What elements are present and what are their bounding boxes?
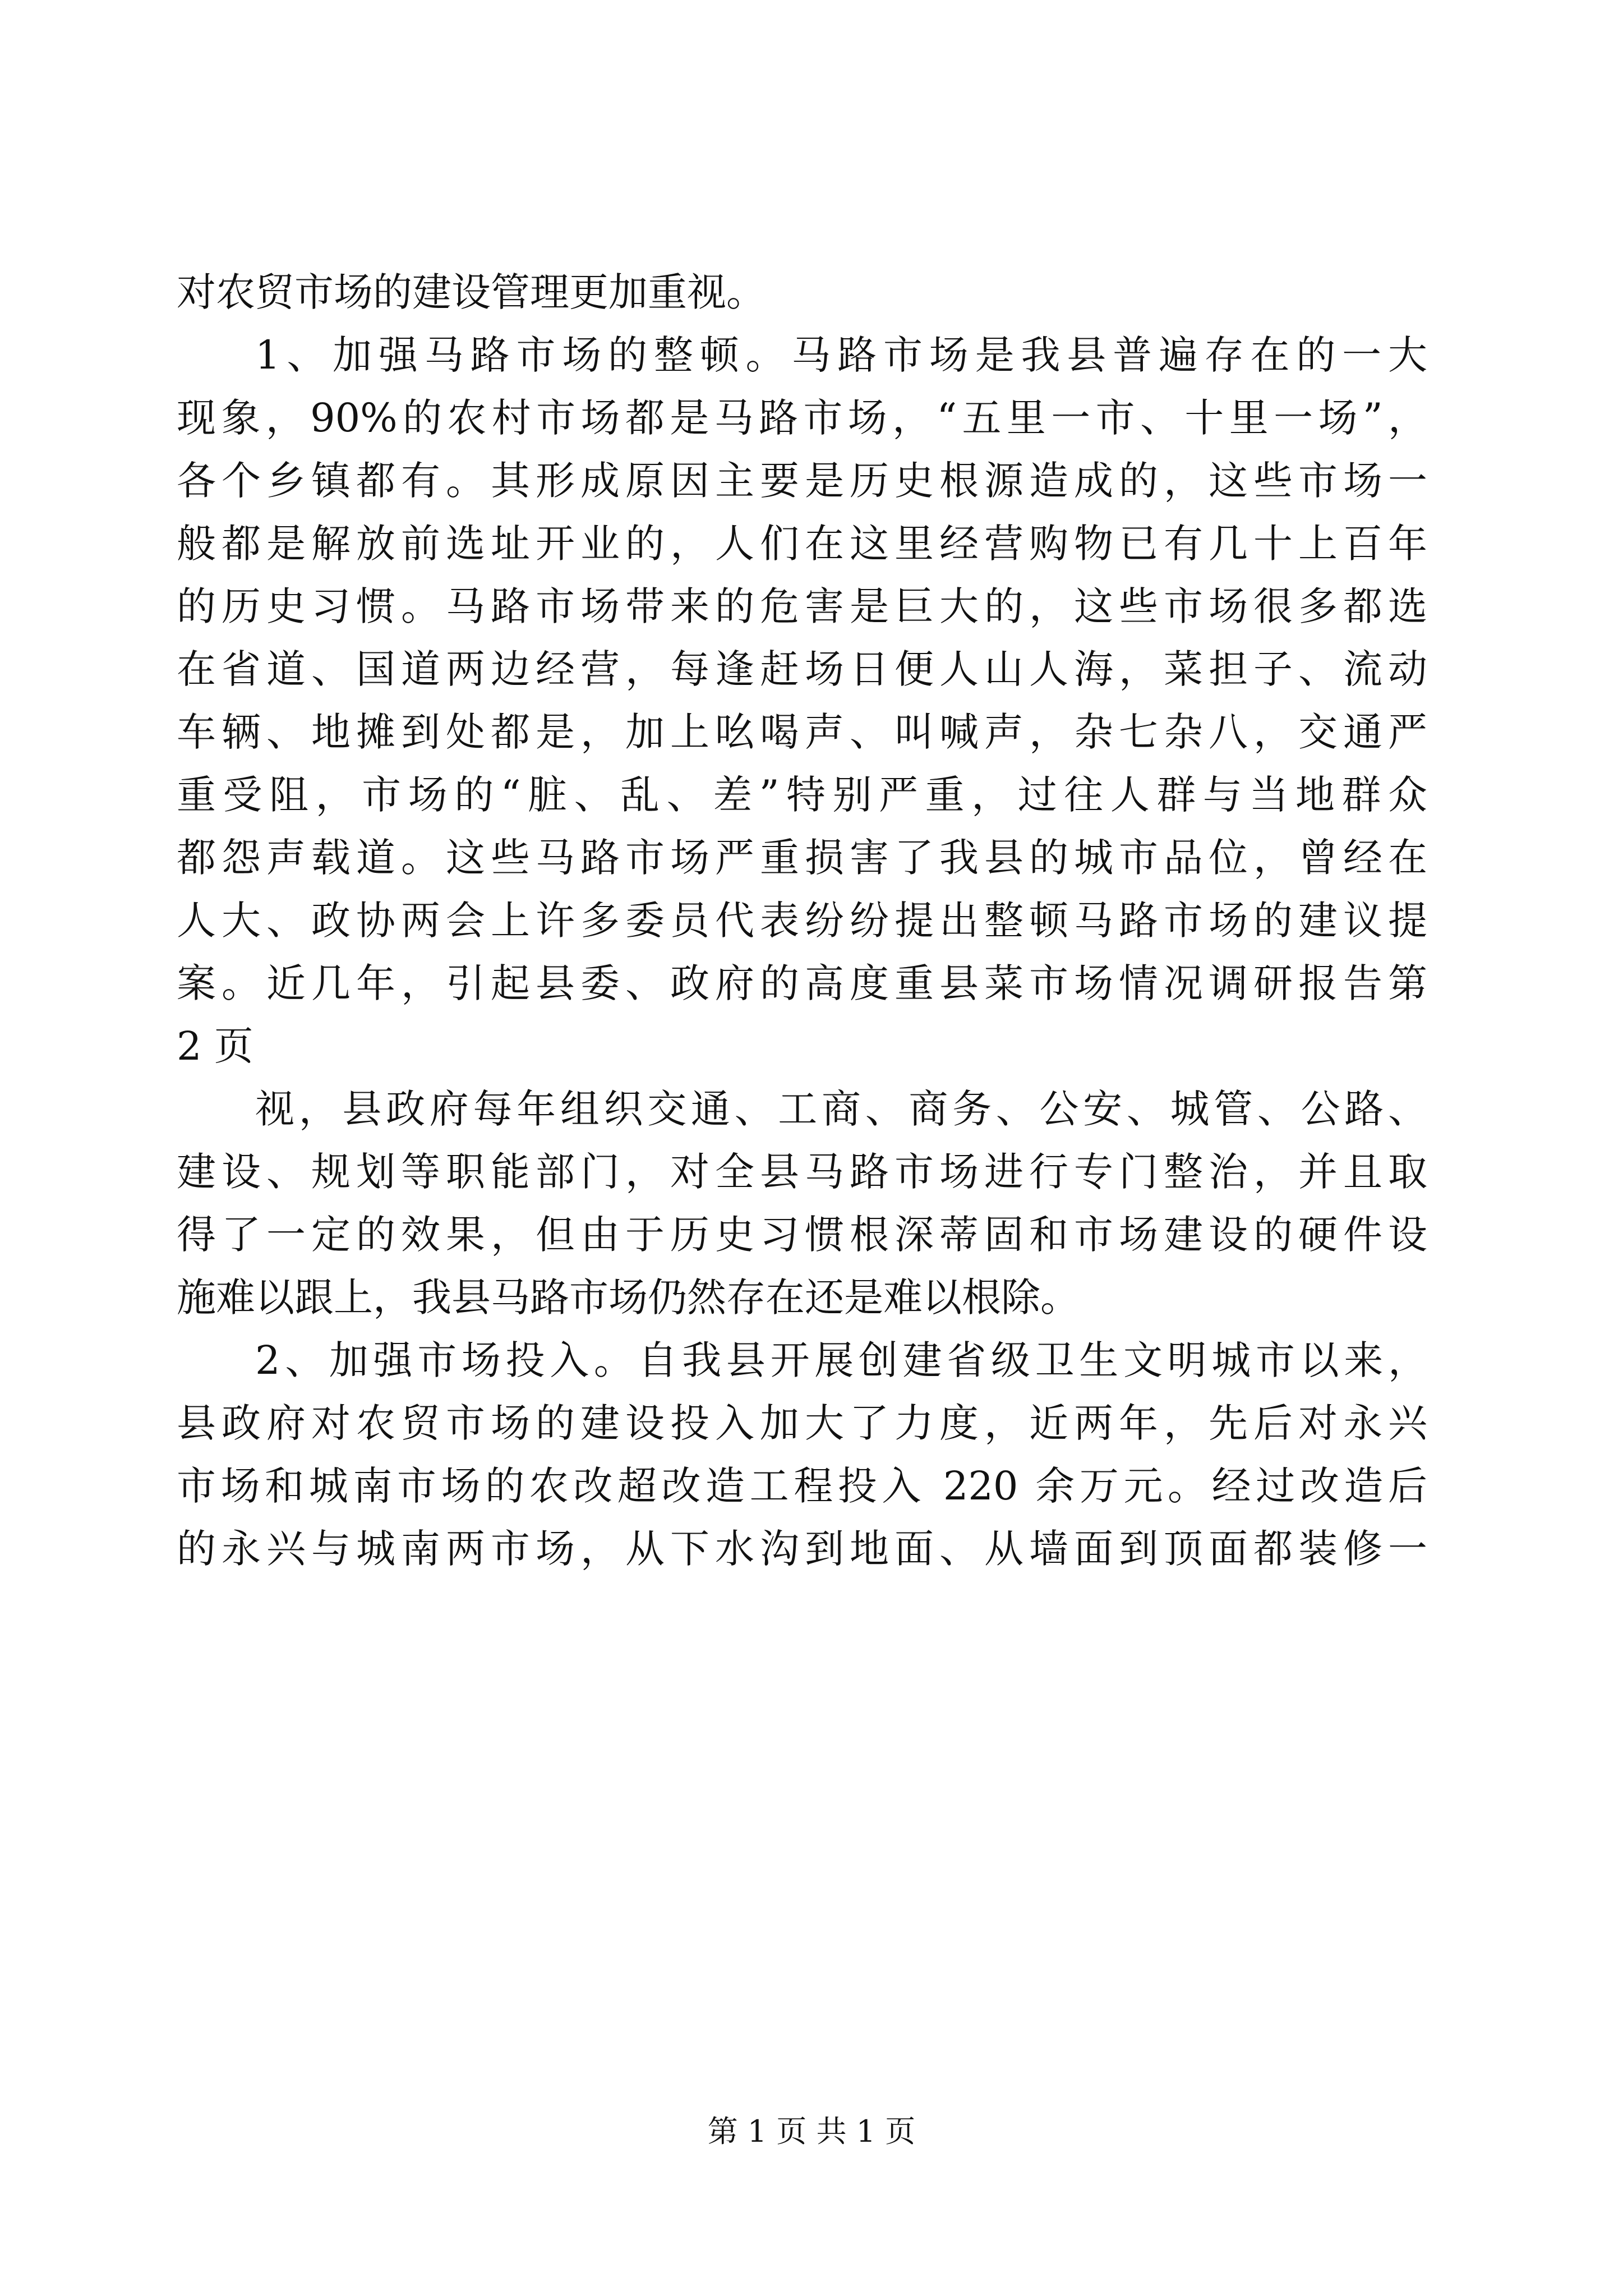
text-line: 市场和城南市场的农改超改造工程投入 220 余万元。经过改造后 [177,1463,1427,1509]
text-line: 各个乡镇都有。其形成原因主要是历史根源造成的，这些市场一 [177,458,1427,504]
text-line: 在省道、国道两边经营，每逢赶场日便人山人海，菜担子、流动 [177,646,1427,692]
text-line: 般都是解放前选址开业的，人们在这里经营购物已有几十上百年 [177,521,1427,567]
text-line: 的永兴与城南两市场，从下水沟到地面、从墙面到顶面都装修一 [177,1526,1427,1572]
text-line: 视，县政府每年组织交通、工商、商务、公安、城管、公路、 [255,1086,1427,1132]
text-line: 的历史习惯。马路市场带来的危害是巨大的，这些市场很多都选 [177,583,1427,629]
page-number-footer: 第 1 页 共 1 页 [707,2114,916,2149]
text-line: 县政府对农贸市场的建设投入加大了力度，近两年，先后对永兴 [177,1400,1427,1446]
text-line: 车辆、地摊到处都是，加上吆喝声、叫喊声，杂七杂八，交通严 [177,709,1427,755]
text-line: 得了一定的效果，但由于历史习惯根深蒂固和市场建设的硬件设 [177,1212,1427,1258]
text-line: 重受阻，市场的“脏、乱、差”特别严重，过往人群与当地群众 [177,772,1427,818]
text-line: 人大、政协两会上许多委员代表纷纷提出整顿马路市场的建议提 [177,898,1427,944]
text-line: 1、加强马路市场的整顿。马路市场是我县普遍存在的一大 [255,332,1427,378]
text-line: 都怨声载道。这些马路市场严重损害了我县的城市品位，曾经在 [177,835,1427,881]
document-body [177,261,1427,1580]
text-line: 现象，90%的农村市场都是马路市场，“五里一市、十里一场”， [177,395,1427,441]
text-line: 案。近几年，引起县委、政府的高度重县菜市场情况调研报告第 [177,960,1427,1006]
text-line: 对农贸市场的建设管理更加重视。 [177,269,766,315]
text-line: 2 页 [177,1023,253,1069]
text-line: 2、加强市场投入。自我县开展创建省级卫生文明城市以来， [255,1337,1427,1383]
text-line: 施难以跟上，我县马路市场仍然存在还是难以根除。 [177,1274,1080,1320]
text-line: 建设、规划等职能部门，对全县马路市场进行专门整治，并且取 [177,1149,1427,1195]
